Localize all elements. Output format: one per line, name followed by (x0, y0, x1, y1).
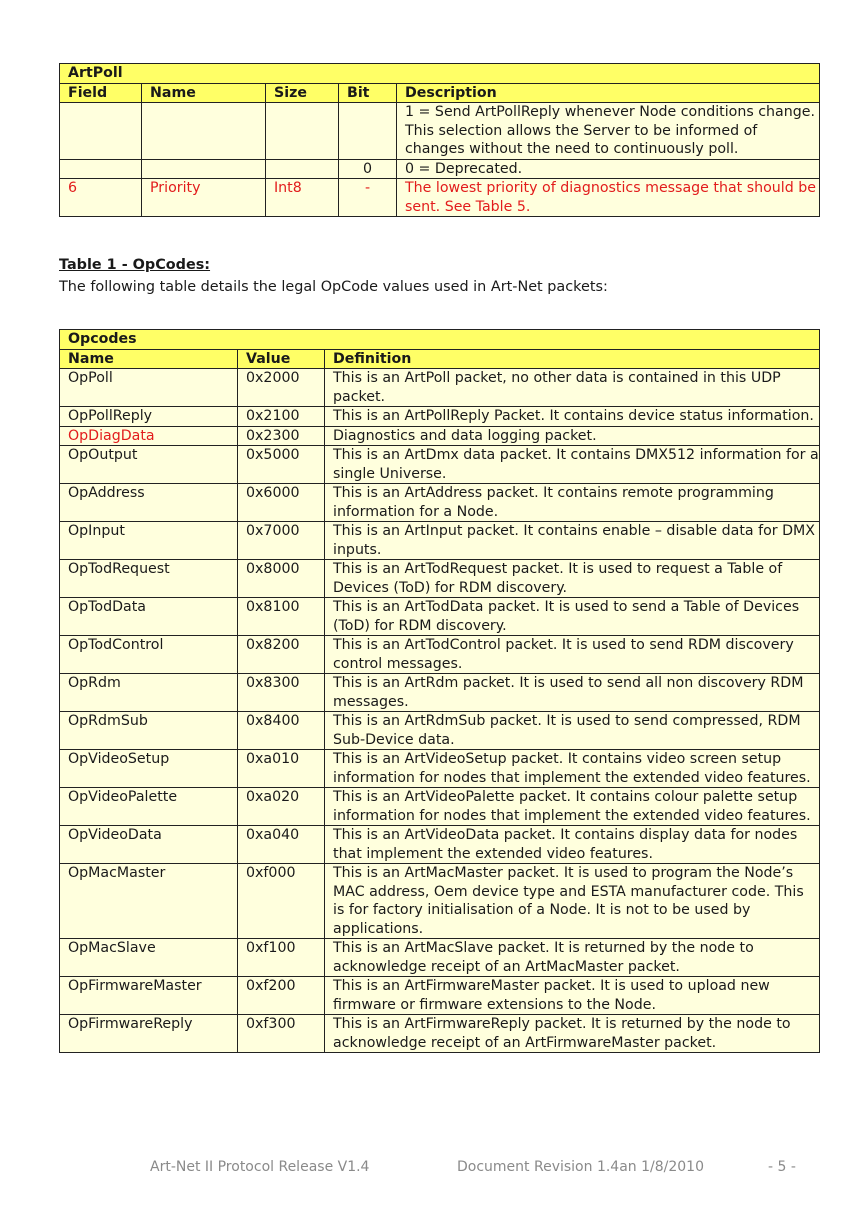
artpoll-table (59, 63, 820, 217)
opcode-name: OpVideoData (60, 826, 238, 864)
artpoll-row (60, 159, 820, 179)
opcode-value: 0x6000 (238, 484, 325, 522)
opcode-name: OpPollReply (60, 407, 238, 427)
opcode-name: OpOutput (60, 446, 238, 484)
cell-bit (339, 103, 397, 160)
opcode-value: 0xa020 (238, 788, 325, 826)
opcodes-title: Opcodes (60, 330, 820, 350)
opcode-definition: This is an ArtTodData packet. It is used to send a Table of Devices (ToD) for RDM discovery. (325, 598, 820, 636)
opcode-name: OpVideoSetup (60, 750, 238, 788)
opcode-name: OpRdm (60, 674, 238, 712)
opcode-value: 0xf300 (238, 1015, 325, 1053)
cell-size (266, 103, 339, 160)
table-caption: Table 1 - OpCodes: (59, 257, 211, 273)
opcode-row (60, 598, 820, 636)
intro-text: The following table details the legal OpCode values used in Art-Net packets: (59, 279, 608, 295)
opcode-definition: This is an ArtVideoData packet. It contains display data for nodes that implement the extended video features. (325, 826, 820, 864)
opcode-name: OpAddress (60, 484, 238, 522)
opcode-value: 0x2100 (238, 407, 325, 427)
opcode-row (60, 712, 820, 750)
opcode-definition: This is an ArtVideoSetup packet. It contains video screen setup information for nodes that implement the extended video features. (325, 750, 820, 788)
opcode-definition: This is an ArtFirmwareReply packet. It is returned by the node to acknowledge receipt of an ArtFirmwareMaster packet. (325, 1015, 820, 1053)
header-name: Name (60, 349, 238, 369)
opcode-row (60, 426, 820, 446)
opcode-name: OpTodControl (60, 636, 238, 674)
cell-description: 0 = Deprecated. (397, 159, 820, 179)
opcode-row (60, 864, 820, 939)
opcode-value: 0x8100 (238, 598, 325, 636)
footer-revision: Document Revision 1.4an 1/8/2010 (457, 1159, 704, 1175)
opcode-definition: This is an ArtMacSlave packet. It is returned by the node to acknowledge receipt of an ArtMacMaster packet. (325, 939, 820, 977)
opcode-name: OpTodRequest (60, 560, 238, 598)
header-definition: Definition (325, 349, 820, 369)
opcode-definition: This is an ArtPoll packet, no other data is contained in this UDP packet. (325, 369, 820, 407)
opcode-row (60, 369, 820, 407)
opcode-row (60, 750, 820, 788)
opcode-definition: This is an ArtTodControl packet. It is used to send RDM discovery control messages. (325, 636, 820, 674)
artpoll-row (60, 103, 820, 160)
header-name: Name (142, 83, 266, 103)
opcode-name: OpMacMaster (60, 864, 238, 939)
opcode-definition: Diagnostics and data logging packet. (325, 426, 820, 446)
cell-bit: 0 (339, 159, 397, 179)
opcode-row (60, 446, 820, 484)
opcode-definition: This is an ArtTodRequest packet. It is used to request a Table of Devices (ToD) for RDM discovery. (325, 560, 820, 598)
header-bit: Bit (339, 83, 397, 103)
opcode-name: OpDiagData (60, 426, 238, 446)
opcode-definition: This is an ArtFirmwareMaster packet. It is used to upload new firmware or firmware extensions to the Node. (325, 977, 820, 1015)
artpoll-title: ArtPoll (60, 64, 820, 84)
opcode-row (60, 484, 820, 522)
opcode-row (60, 636, 820, 674)
opcode-row (60, 674, 820, 712)
cell-description: 1 = Send ArtPollReply whenever Node conditions change. This selection allows the Server to be informed of changes without the need to continuously poll. (397, 103, 820, 160)
header-field: Field (60, 83, 142, 103)
cell-field (60, 103, 142, 160)
footer-release: Art-Net II Protocol Release V1.4 (150, 1159, 370, 1175)
cell-description: The lowest priority of diagnostics message that should be sent. See Table 5. (397, 179, 820, 217)
footer-page-number: - 5 - (768, 1159, 796, 1175)
opcode-name: OpRdmSub (60, 712, 238, 750)
opcode-row (60, 977, 820, 1015)
cell-size: Int8 (266, 179, 339, 217)
opcode-name: OpMacSlave (60, 939, 238, 977)
opcode-name: OpTodData (60, 598, 238, 636)
opcode-definition: This is an ArtAddress packet. It contains remote programming information for a Node. (325, 484, 820, 522)
opcode-row (60, 407, 820, 427)
opcode-value: 0x2300 (238, 426, 325, 446)
cell-bit: - (339, 179, 397, 217)
opcode-row (60, 560, 820, 598)
header-value: Value (238, 349, 325, 369)
header-description: Description (397, 83, 820, 103)
header-size: Size (266, 83, 339, 103)
opcode-name: OpInput (60, 522, 238, 560)
opcode-value: 0x8400 (238, 712, 325, 750)
opcode-value: 0xf000 (238, 864, 325, 939)
opcode-definition: This is an ArtRdmSub packet. It is used to send compressed, RDM Sub-Device data. (325, 712, 820, 750)
opcode-value: 0x5000 (238, 446, 325, 484)
opcode-row (60, 788, 820, 826)
opcode-row (60, 1015, 820, 1053)
cell-name (142, 159, 266, 179)
opcode-value: 0x8200 (238, 636, 325, 674)
opcode-value: 0x2000 (238, 369, 325, 407)
opcode-row (60, 522, 820, 560)
cell-name: Priority (142, 179, 266, 217)
opcode-definition: This is an ArtRdm packet. It is used to send all non discovery RDM messages. (325, 674, 820, 712)
opcode-value: 0xf100 (238, 939, 325, 977)
opcode-value: 0xa040 (238, 826, 325, 864)
cell-field: 6 (60, 179, 142, 217)
opcode-name: OpFirmwareMaster (60, 977, 238, 1015)
opcode-definition: This is an ArtPollReply Packet. It contains device status information. (325, 407, 820, 427)
opcode-definition: This is an ArtDmx data packet. It contains DMX512 information for a single Universe. (325, 446, 820, 484)
opcode-name: OpVideoPalette (60, 788, 238, 826)
artpoll-row (60, 179, 820, 217)
opcode-definition: This is an ArtMacMaster packet. It is used to program the Node’s MAC address, Oem device type and ESTA manufacturer code. This is for factory initialisation of a Node. It is not to be used by applications. (325, 864, 820, 939)
opcode-name: OpPoll (60, 369, 238, 407)
opcode-name: OpFirmwareReply (60, 1015, 238, 1053)
cell-field (60, 159, 142, 179)
opcode-value: 0xa010 (238, 750, 325, 788)
opcode-row (60, 826, 820, 864)
opcode-definition: This is an ArtInput packet. It contains enable – disable data for DMX inputs. (325, 522, 820, 560)
opcode-row (60, 939, 820, 977)
opcode-definition: This is an ArtVideoPalette packet. It contains colour palette setup information for nodes that implement the extended video features. (325, 788, 820, 826)
opcodes-table (59, 329, 820, 1053)
cell-size (266, 159, 339, 179)
cell-name (142, 103, 266, 160)
opcode-value: 0x8300 (238, 674, 325, 712)
opcode-value: 0x7000 (238, 522, 325, 560)
opcode-value: 0xf200 (238, 977, 325, 1015)
opcode-value: 0x8000 (238, 560, 325, 598)
